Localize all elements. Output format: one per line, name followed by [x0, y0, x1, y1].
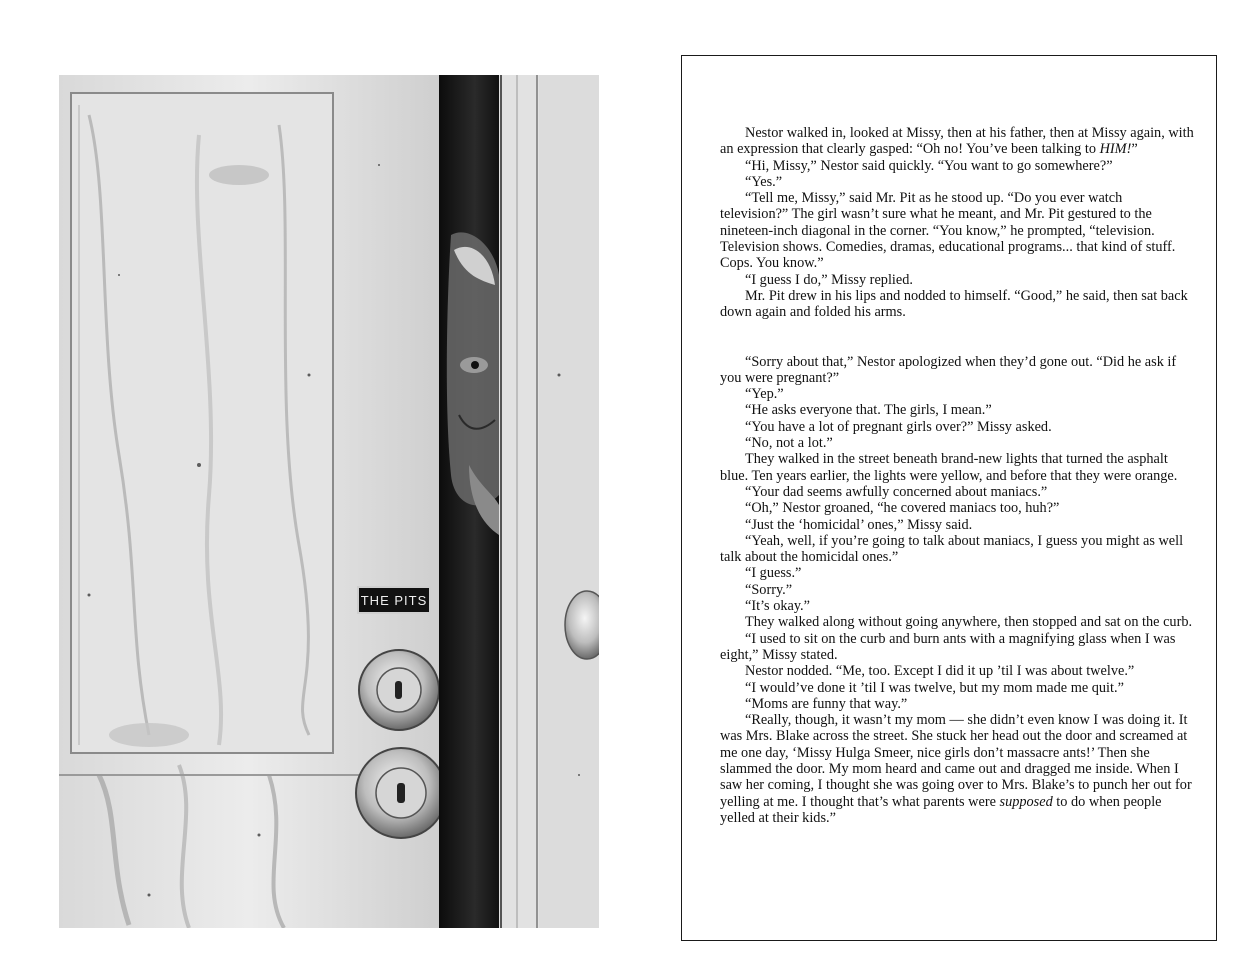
- paragraph: [720, 288, 1194, 321]
- lower-doorknob: [356, 748, 446, 838]
- paragraph: [720, 598, 1194, 614]
- paragraph: [720, 190, 1194, 271]
- text-run: “Sorry about that,” Nestor apologized when they’d gone out. “Did he ask if you were pregnant?”: [720, 353, 1177, 386]
- section-break: [720, 321, 1194, 354]
- paragraph: [720, 386, 1194, 402]
- wall: [539, 75, 599, 928]
- paragraph: [720, 517, 1194, 533]
- paragraph: [720, 582, 1194, 598]
- text-run: “Just the ‘homicidal’ ones,” Missy said.: [745, 516, 973, 533]
- text-run: “Oh,” Nestor groaned, “he covered maniacs too, huh?”: [745, 500, 1060, 517]
- door-frame: [499, 75, 539, 928]
- paragraph: [720, 663, 1194, 679]
- paragraph: [720, 419, 1194, 435]
- text-run: “I guess I do,” Missy replied.: [745, 271, 913, 288]
- emphasized-text: HIM!: [1099, 141, 1132, 158]
- text-run: “You have a lot of pregnant girls over?” Missy asked.: [745, 418, 1052, 435]
- paragraph: [720, 158, 1194, 174]
- text-run: “Really, though, it wasn’t my mom — she didn’t even know I was doing it. It was Mrs. Blake across the street. She stuck her head out the door and screamed at me one day, ‘Missy Hulga Smeer, nice girls don’t massacre ants!’ Then she slammed the door. My mom heard and came out and dragged me inside. When I saw her coming, I thought she was going over to Mrs. Blake’s to punch her out for yelling at me. I thought that’s what parents were: [720, 712, 1192, 810]
- text-run: They walked along without going anywhere, then stopped and sat on the curb.: [745, 614, 1193, 631]
- paragraph: [720, 451, 1194, 484]
- text-run: They walked in the street beneath brand-new lights that turned the asphalt blue. Ten years earlier, the lights were yellow, and before that they were orange.: [720, 451, 1178, 484]
- door-drawing: [59, 75, 599, 928]
- text-page: [681, 55, 1217, 941]
- paragraph: [720, 565, 1194, 581]
- text-run: Nestor walked in, looked at Missy, then at his father, then at Missy again, with an expression that clearly gasped: “Oh no! You’ve been talking to: [720, 125, 1194, 158]
- story-section-2: [720, 354, 1194, 827]
- text-run: “Yep.”: [745, 386, 784, 403]
- text-run: “Your dad seems awfully concerned about maniacs.”: [745, 483, 1048, 500]
- paragraph: [720, 631, 1194, 664]
- text-run: “Tell me, Missy,” said Mr. Pit as he stood up. “Do you ever watch television?” The girl wasn’t sure what he meant, and Mr. Pit gestured to the nineteen-inch diagonal in the corner. “You know,” he prompted, “television. Television shows. Comedies, dramas, educational programs... that kind of stuff. Cops. You know.”: [720, 190, 1176, 272]
- text-run: “I guess.”: [745, 565, 802, 582]
- paragraph: [720, 402, 1194, 418]
- paragraph: [720, 614, 1194, 630]
- text-run: “He asks everyone that. The girls, I mean.”: [745, 402, 992, 419]
- paragraph: [720, 533, 1194, 566]
- paragraph: [720, 435, 1194, 451]
- door-illustration: [59, 75, 599, 928]
- story-text: [720, 125, 1194, 826]
- paragraph: [720, 272, 1194, 288]
- text-run: Nestor nodded. “Me, too. Except I did it up ’til I was about twelve.”: [745, 663, 1135, 680]
- paragraph: [720, 680, 1194, 696]
- paragraph: [720, 354, 1194, 387]
- text-run: ”: [1131, 141, 1138, 158]
- paragraph: [720, 500, 1194, 516]
- story-section-1: [720, 125, 1194, 321]
- text-run: “Yeah, well, if you’re going to talk about maniacs, I guess you might as well talk about the homicidal ones.”: [720, 532, 1184, 566]
- door-inset-panel: [71, 93, 333, 753]
- text-run: Mr. Pit drew in his lips and nodded to himself. “Good,” he said, then sat back down again and folded his arms.: [720, 287, 1188, 321]
- paragraph: [720, 484, 1194, 500]
- text-run: “Moms are funny that way.”: [745, 695, 908, 712]
- paragraph: [720, 174, 1194, 190]
- paragraph: [720, 125, 1194, 158]
- text-run: “Sorry.”: [745, 581, 793, 598]
- upper-doorknob: [359, 650, 439, 730]
- text-run: “I would’ve done it ’til I was twelve, but my mom made me quit.”: [745, 679, 1124, 696]
- text-run: “It’s okay.”: [745, 598, 810, 615]
- paragraph: [720, 712, 1194, 826]
- emphasized-text: supposed: [999, 793, 1053, 810]
- text-run: to do when people yelled at their kids.”: [720, 793, 1162, 826]
- text-run: “Yes.”: [745, 173, 783, 190]
- text-run: “No, not a lot.”: [745, 435, 833, 452]
- text-run: “I used to sit on the curb and burn ants with a magnifying glass when I was eight,” Missy stated.: [720, 630, 1176, 663]
- text-run: “Hi, Missy,” Nestor said quickly. “You want to go somewhere?”: [745, 157, 1113, 174]
- paragraph: [720, 696, 1194, 712]
- nameplate-text: THE PITS: [360, 593, 428, 608]
